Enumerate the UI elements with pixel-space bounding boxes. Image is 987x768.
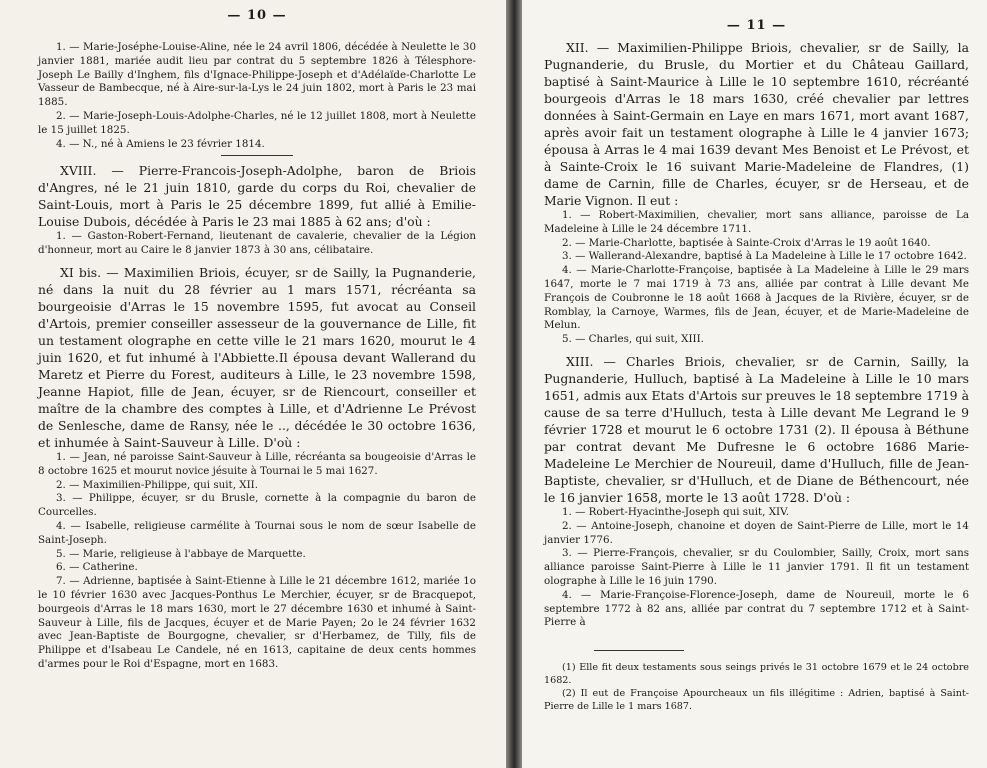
list-item: 5. — Charles, qui suit, XIII. [562, 333, 704, 346]
genealogy-entry-xi-bis: XI bis. — Maximilien Briois, écuyer, sr de Sailly, la Pugnanderie, né dans la nuit du 28 février au 1 mars 1571, récréanta sa bourgeoisie d'Arras le 15 novembre 1595, fut avocat au Conseil d'Artois, premier conseiller assesseur de la gouvernance de Lille, fit un testament olographe en cette ville le 21 mars 1620, mourut le 4 juin 1620, et fut inhumé à l'Abbiette.Il épousa devant Wallerand du Maretz et Pierre du Forest, auditeurs à Lille, le 23 novembre 1598, Jeanne Hapiot, fille de Jean, écuyer, sr de Riencourt, conseiller et maître de la chambre des comptes à Lille, et d'Adrienne Le Prévost de Senlesche, dame de Ransy, née le .., décédée le 30 octobre 1636, et inhumée à Saint-Sauveur à Lille. D'où : [38, 264, 476, 450]
page-number: — 10 — [227, 8, 287, 23]
list-item: 3. — Philippe, écuyer, sr du Brusle, cornette à la compagnie du baron de Courcelles. [38, 492, 476, 519]
footnote: (2) Il eut de Françoise Apourcheaux un fils illégitime : Adrien, baptisé à Saint-Pierre de Lille le 1 mars 1687. [544, 688, 969, 713]
list-item: 2. — Marie-Charlotte, baptisée à Sainte-Croix d'Arras le 19 août 1640. [562, 236, 931, 249]
list-item: 2. — Marie-Joseph-Louis-Adolphe-Charles, né le 12 juillet 1808, mort à Neulette le 15 juillet 1825. [38, 109, 476, 136]
list-item: 4. — Marie-Charlotte-Françoise, baptisée à La Madeleine à Lille le 29 mars 1647, morte le 7 mai 1719 à 73 ans, alliée par contrat à Lille devant Me François de Coubronne le 18 août 1668 à Jacques de la Rivière, écuyer, sr de Romblay, la Carnoye, Warmes, fils de Jean, écuyer, et de Marie-Madeleine de Melun. [544, 264, 969, 332]
list-item: 2. — Antoine-Joseph, chanoine et doyen de Saint-Pierre de Lille, mort le 14 janvier 1776. [544, 519, 969, 546]
genealogy-entry-xviii: XVIII. — Pierre-Francois-Joseph-Adolphe, baron de Briois d'Angres, né le 21 juin 1810, garde du corps du Roi, chevalier de Saint-Louis, mort à Paris le 25 décembre 1899, fut allié à Emilie-Louise Dubois, décédée à Paris le 23 mai 1885 à 62 ans; d'où : [38, 163, 476, 230]
list-item: 4. — Marie-Françoise-Florence-Joseph, dame de Noureuil, morte le 6 septembre 1772 à 82 ans, alliée par contrat du 7 septembre 1712 et à Saint-Pierre à [544, 588, 969, 629]
list-item: 1. — Robert-Maximilien, chevalier, mort sans alliance, paroisse de La Madeleine à Lille le 24 décembre 1711. [544, 209, 969, 235]
list-item: 1. — Gaston-Robert-Fernand, lieutenant de cavalerie, chevalier de la Légion d'honneur, mort au Caire le 8 janvier 1873 à 30 ans, célibataire. [38, 230, 476, 257]
list-item: 3. — Pierre-François, chevalier, sr du Coulombier, Sailly, Croix, mort sans alliance paroisse Saint-Pierre à Lille le 11 janvier 1791. Il fit un testament olographe à Lille le 16 juin 1790. [544, 547, 969, 587]
list-item: 4. — Isabelle, religieuse carmélite à Tournai sous le nom de sœur Isabelle de Saint-Joseph. [38, 519, 476, 546]
footnote: (1) Elle fit deux testaments sous seings privés le 31 octobre 1679 et le 24 octobre 1682. [544, 662, 969, 687]
list-item: 2. — Maximilien-Philippe, qui suit, XII. [56, 478, 258, 491]
list-item: 1. — Jean, né paroisse Saint-Sauveur à Lille, récréanta sa bougeoisie d'Arras le 8 octobre 1625 et mourut novice jésuite à Tournai le 5 mai 1627. [38, 450, 476, 477]
list-item: 1. — Robert-Hyacinthe-Joseph qui suit, XIV. [562, 505, 790, 518]
genealogy-entry-xii: XII. — Maximilien-Philippe Briois, chevalier, sr de Sailly, la Pugnanderie, du Brusle, du Mortier et du Château Gaillard, baptisé à Saint-Maurice à Lille le 10 septembre 1610, récréanté bourgeois d'Arras le 18 mars 1630, créé chevalier par lettres données à Saint-Germain en Laye en mars 1671, mort avant 1687, après avoir fait un testament olographe à Lille le 4 janvier 1673; épousa à Arras le 4 mai 1639 devant Mes Benoist et Le Prévost, et à Sainte-Croix le 16 suivant Marie-Madeleine de Flandres, (1) dame de Carnin, fille de Charles, écuyer, sr de Herseau, et de Marie Vignon. Il eut : [544, 40, 969, 208]
right-page [522, 0, 987, 768]
list-item: 3. — Wallerand-Alexandre, baptisé à La Madeleine à Lille le 17 octobre 1642. [562, 250, 967, 263]
list-item: 1. — Marie-Joséphe-Louise-Aline, née le 24 avril 1806, décédée à Neulette le 30 janvier 1881, mariée audit lieu par contrat du 5 septembre 1826 à Télesphore-Joseph Le Bailly d'Inghem, fils d'Ignace-Philippe-Joseph et d'Adélaïde-Charlotte Le Vasseur de Bambecque, né à Aire-sur-la-Lys le 24 juin 1802, mort à Paris le 23 mai 1885. [38, 41, 476, 109]
divider [221, 155, 293, 156]
list-item: 5. — Marie, religieuse à l'abbaye de Marquette. [56, 547, 306, 560]
list-item: 4. — N., né à Amiens le 23 février 1814. [56, 137, 265, 150]
list-item: 7. — Adrienne, baptisée à Saint-Etienne à Lille le 21 décembre 1612, mariée 1o le 10 février 1630 avec Jacques-Ponthus Le Merchier, écuyer, sr de Bracquepot, bourgeois d'Arras le 18 mars 1630, mort le 27 décembre 1630 et inhumé à Saint-Sauveur à Lille, fils de Jacques, écuyer et de Marie Payen; 2o le 24 février 1632 avec Jean-Baptiste de Bourgogne, chevalier, sr d'Herbamez, de Tilly, fils de Philippe et d'Isabeau Le Candele, né en 1613, capitaine de deux cents hommes d'armes pour le Roi d'Espagne, mort en 1683. [38, 575, 476, 670]
page-number: — 11 — [726, 18, 787, 33]
footnote-divider [594, 650, 684, 651]
book-gutter [506, 0, 522, 768]
genealogy-entry-xiii: XIII. — Charles Briois, chevalier, sr de Carnin, Sailly, la Pugnanderie, Hulluch, baptisé à La Madeleine à Lille le 10 mars 1651, admis aux Etats d'Artois sur preuves le 18 septembre 1719 à cause de sa terre d'Hulluch, testa à Lille devant Me Legrand le 9 février 1728 et mourut le 6 octobre 1731 (2). Il épousa à Béthune par contrat devant Me Dufresne le 6 octobre 1686 Marie-Madeleine Le Merchier de Noureuil, dame d'Hulluch, fille de Jean-Baptiste, chevalier, sr d'Hulluch, et de Diane de Béthencourt, née le 16 janvier 1658, morte le 13 août 1728. D'où : [544, 353, 969, 505]
list-item: 6. — Catherine. [56, 561, 138, 574]
